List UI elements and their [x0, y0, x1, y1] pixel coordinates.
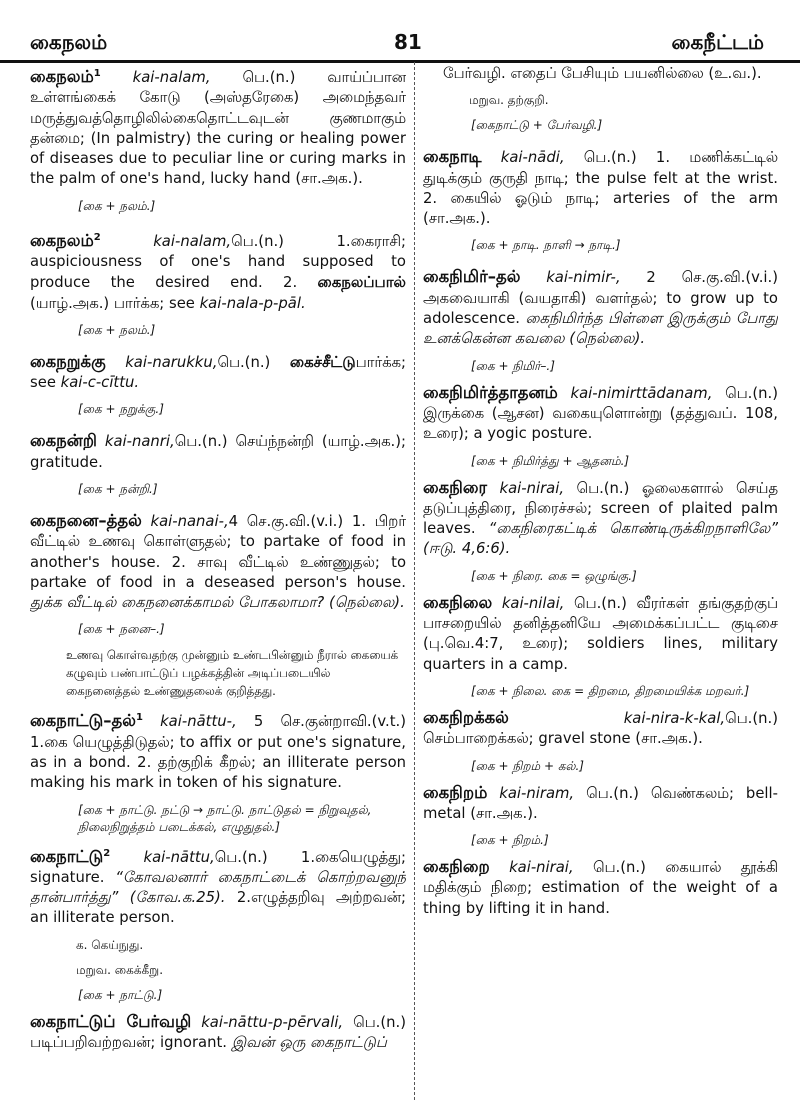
definition-continued: பார்க்க; see: [30, 353, 406, 392]
transliteration: kai-nalam,: [132, 68, 211, 86]
headword: கைநன்றி: [30, 431, 97, 451]
header-left-guide-word: கைநலம்: [30, 30, 108, 54]
etymology: [கை + நிமிர்த்து + ஆதனம்.]: [471, 453, 630, 468]
dictionary-entry: [30, 64, 406, 190]
etymology: [கைநாட்டு + பேர்வழி.]: [471, 118, 603, 133]
transliteration: kai-nilai,: [501, 594, 565, 612]
headword: கைநிறம்: [423, 782, 488, 802]
transliteration: kai-nāttu-p-pērvali,: [201, 1013, 344, 1031]
definition: பெ.(n.) ஓலைகளால் செய்த தடுப்புத்திரை, நிரைச்சல்; screen of plaited palm leaves.: [423, 479, 778, 538]
homonym-number: 1: [93, 68, 101, 79]
page-header: [0, 0, 800, 62]
definition-continued: 2.எழுத்தறிவு அற்றவன்; an illiterate person.: [30, 889, 406, 927]
etymology: [கை + நிமிர்–.]: [471, 358, 555, 373]
definition: பெ.(n.) வாய்ப்பான உள்ளங்கைக் கோடு (அஸ்தரேகை) அமைந்தவர் மருத்துவத்தொழிலில்கைதொட்டவுடன் குணமாகும் தன்மை; (In palmistry) the curing or healing power of diseases due to peculiar line or curing marks in the palm of one's hand, lucky hand (சா.அக.).: [30, 68, 406, 188]
etymology: [கை + நலம்.]: [78, 198, 156, 213]
definition: 4 செ.கு.வி.(v.i.) 1. பிறர் வீட்டில் உணவு கொள்ளுதல்; to partake of food in another's house. 2. சாவு வீட்டில் உண்ணுதல்; to partake of food in a deseased person's house.: [30, 513, 406, 591]
dictionary-entry: [30, 228, 406, 314]
etymology: [கை + நலம்.]: [78, 322, 156, 337]
transliteration: kai-nāttu-,: [160, 713, 237, 731]
cognate: க. கெய்நுது.: [76, 937, 144, 952]
etymology: [கை + நாட்டு. நட்டு → நாட்டு. நாட்டுதல் = நிறுவுதல், நிலைநிறுத்தம் படைக்கல், எழுதுதல்.]: [78, 802, 372, 834]
transliteration: kai-nira-k-kal,: [623, 709, 726, 727]
dictionary-entry: [423, 593, 778, 675]
dictionary-entry: [30, 1012, 406, 1054]
dictionary-entry: [423, 267, 778, 349]
headword: கைநிறக்கல்: [423, 707, 509, 727]
column-divider: [414, 62, 416, 1100]
homonym-number: 2: [103, 847, 111, 859]
headword: கைநறுக்கு: [30, 351, 106, 371]
headword: கைநாடி: [423, 147, 482, 167]
definition: பெ.(n.) 1.கையெழுத்து; signature.: [30, 848, 406, 886]
transliteration: kai-nalam,: [153, 232, 232, 250]
dictionary-entry: [30, 431, 406, 473]
definition: பெ.(n.) 1. மணிக்கட்டில் துடிக்கும் குருதி நாடி; the pulse felt at the wrist. 2. கையில் ஓடும் நாடி; arteries of the arm (சா.அக.).: [423, 149, 778, 228]
transliteration: kai-nāttu,: [143, 848, 215, 866]
homonym-number: 2: [93, 231, 101, 243]
definition: பெ.(n.) இருக்கை (ஆசன) வகையுளொன்று (தத்துவப். 108, உரை); a yogic posture.: [423, 384, 778, 443]
transliteration: kai-nirai,: [509, 859, 574, 877]
dictionary-entry: [30, 844, 406, 929]
header-rule: [0, 60, 800, 63]
dictionary-entry: [423, 383, 778, 445]
transliteration: kai-nimirttādanam,: [570, 384, 713, 402]
definition: 5 செ.குன்றாவி.(v.t.) 1.கை யெழுத்திடுதல்; to affix or put one's signature, as in a bond. 2. தற்குறிக் கீறல்; an illiterate person making his mark in token of his signature.: [30, 713, 406, 792]
definition: பெ.(n.) செய்ந்நன்றி (யாழ்.அக.); gratitude.: [30, 433, 406, 471]
transliteration: kai-nimir-,: [546, 269, 621, 287]
headword: கைநிலை: [423, 592, 493, 612]
etymology: [கை + நிரை. கை = ஒழுங்கு.]: [471, 568, 637, 583]
definition: பெ.(n.) படிப்பறிவற்றவன்; ignorant.: [30, 1013, 406, 1051]
synonym: மறுவ. தற்குறி.: [469, 93, 549, 108]
definition: பெ.(n.) 1.கைராசி; auspiciousness of one's hand supposed to produce the desired end. 2.: [30, 232, 406, 292]
cross-reference: கைச்சீட்டு: [289, 352, 356, 371]
etymology: [கை + நறுக்கு.]: [78, 402, 164, 417]
cross-reference: கைநலப்பால்: [317, 273, 406, 292]
definition-continued: (யாழ்.அக.) பார்க்க; see: [30, 294, 200, 312]
headword: கைநிமிர்–தல்: [423, 267, 521, 287]
headword: கைநலம்: [30, 230, 94, 250]
headword: கைநிமிர்த்தாதனம்: [423, 382, 558, 402]
definition: பெ.(n.) கையால் தூக்கி மதிக்கும் நிறை; estimation of the weight of a thing by lifting it in hand.: [423, 859, 778, 917]
etymology: [கை + நிலை. கை = திறமை, திறமையிக்க மறவர்.]: [471, 683, 750, 698]
dictionary-entry: [423, 783, 778, 825]
dictionary-entry: [423, 478, 778, 560]
example: துக்க வீட்டில் கைநனைக்காமல் போகலாமா? (நெல்லை).: [30, 594, 405, 612]
etymology: [கை + நாட்டு.]: [78, 987, 163, 1002]
etymology: [கை + நன்றி.]: [78, 482, 158, 496]
usage-note: உணவு கொள்வதற்கு முன்னும் உண்டபின்னும் நீரால் கையைக் கழுவும் பண்பாட்டுப் பழக்கத்தின் அடிப்படையில் கைநனைத்தல் உண்ணுதலைக் குறித்தது.: [66, 648, 399, 699]
dictionary-entry: [423, 708, 778, 750]
entry-continuation: பேர்வழி. எதைப் பேசியும் பயனில்லை (உ.வ.).: [443, 65, 762, 82]
dictionary-entry: [423, 857, 778, 919]
definition: 2 செ.கு.வி.(v.i.) அகவையாகி (வயதாகி) வளர்தல்; to grow up to adolescence.: [423, 269, 778, 328]
transliteration: kai-c-cīttu.: [60, 374, 140, 392]
definition: பெ.(n.): [217, 353, 290, 371]
example: இவன் ஒரு கைநாட்டுப்: [231, 1034, 387, 1051]
headword: கைநனை–த்தல்: [30, 511, 142, 530]
left-column: [30, 64, 406, 1100]
transliteration: kai-nala-p-pāl.: [199, 294, 306, 312]
example: “கோவலனார் கைநாட்டைக் கொற்றவனுந் தான்பார்த்து” (கோவ.க.25).: [30, 868, 406, 907]
etymology: [கை + நனை–.]: [78, 622, 165, 637]
right-column: [423, 64, 778, 1100]
transliteration: kai-nanri,: [104, 433, 175, 451]
definition: பெ.(n.) வீரர்கள் தங்குதற்குப் பாசறையில் தனித்தனியே அமைக்கப்பட்ட குடிசை (பு.வெ.4:7, உரை); soldiers lines, military quarters in a camp.: [423, 594, 778, 673]
etymology: [கை + நிறம் + கல்.]: [471, 758, 584, 773]
etymology: [கை + நிறம்.]: [471, 833, 549, 848]
dictionary-entry: [30, 352, 406, 394]
headword: கைநாட்டுப் பேர்வழி: [30, 1011, 192, 1031]
definition: பெ.(n.) வெண்கலம்; bell-metal (சா.அக.).: [423, 784, 778, 822]
page-number: 81: [394, 30, 422, 54]
transliteration: kai-nādi,: [500, 149, 565, 167]
transliteration: kai-niram,: [499, 784, 575, 802]
dictionary-entry: [30, 708, 406, 793]
transliteration: kai-nirai,: [499, 479, 565, 497]
headword: கைநிரை: [423, 477, 487, 497]
transliteration: kai-narukku,: [125, 353, 218, 371]
header-right-guide-word: கைநீட்டம்: [671, 30, 764, 54]
headword: கைநலம்: [30, 66, 94, 86]
example: “கைநிரைகட்டிக் கொண்டிருக்கிறநாளிலே” (ஈடு. 4,6:6).: [423, 520, 778, 558]
etymology: [கை + நாடி. நாளி → நாடி.]: [471, 238, 621, 253]
headword: கைநாட்டு–தல்: [30, 711, 136, 731]
synonym: மறுவ. கைக்கீறு.: [76, 962, 164, 977]
transliteration: kai-nanai-,: [150, 513, 229, 530]
example: கைநிமிர்ந்த பிள்ளை இருக்கும் போது உனக்கென்ன கவலை (நெல்லை).: [423, 310, 778, 348]
homonym-number: 1: [135, 712, 143, 724]
definition: பெ.(n.) செம்பாறைக்கல்; gravel stone (சா.அக.).: [423, 709, 778, 748]
dictionary-entry: [30, 511, 406, 613]
headword: கைநாட்டு: [30, 846, 104, 866]
headword: கைநிறை: [423, 857, 490, 877]
dictionary-entry: [423, 147, 778, 229]
